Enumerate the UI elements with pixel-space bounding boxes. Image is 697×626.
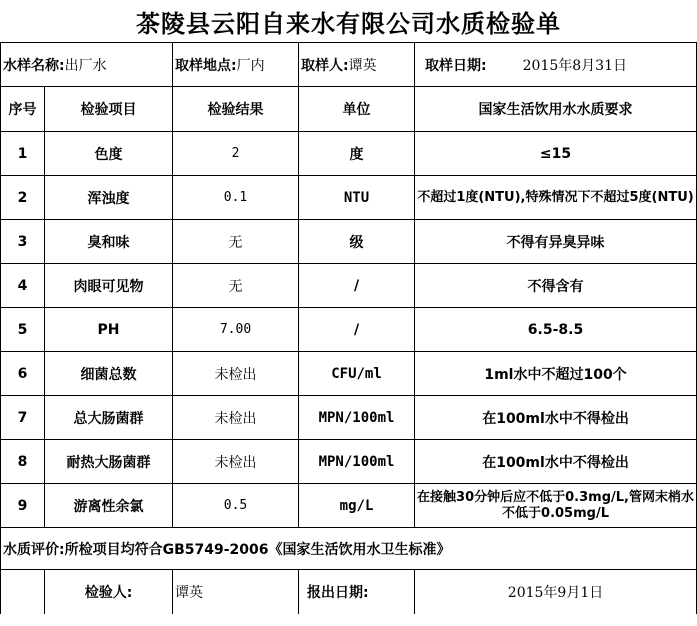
item-name-cell: PH (45, 308, 173, 352)
standard-cell: 不得有异臭异味 (415, 220, 697, 264)
inspector-label: 检验人: (45, 570, 173, 615)
unit-cell: NTU (299, 176, 415, 220)
table-row (1, 396, 697, 440)
row-number-cell: 3 (1, 220, 45, 264)
sample-name-label: 水样名称: (3, 57, 65, 74)
sample-date-cell (415, 43, 697, 87)
row-number-cell: 6 (1, 352, 45, 396)
location-cell (173, 43, 299, 87)
footer-blank-cell (1, 570, 45, 615)
standard-cell: 在接触30分钟后应不低于0.3mg/L,管网末梢水不低于0.05mg/L (415, 484, 697, 528)
item-name-cell: 浑浊度 (45, 176, 173, 220)
header-result: 检验结果 (173, 87, 299, 132)
table-row (1, 440, 697, 484)
result-cell: 未检出 (173, 440, 299, 484)
result-cell: 2 (173, 132, 299, 176)
row-number-cell: 4 (1, 264, 45, 308)
footer-row (1, 570, 697, 615)
unit-cell: 级 (299, 220, 415, 264)
item-name-cell: 游离性余氯 (45, 484, 173, 528)
result-cell: 0.5 (173, 484, 299, 528)
item-name-cell: 臭和味 (45, 220, 173, 264)
sampler-value: 谭英 (348, 57, 377, 74)
sampler-cell (299, 43, 415, 87)
row-number-cell: 2 (1, 176, 45, 220)
result-cell: 无 (173, 264, 299, 308)
row-number-cell: 9 (1, 484, 45, 528)
item-name-cell: 肉眼可见物 (45, 264, 173, 308)
item-name-cell: 总大肠菌群 (45, 396, 173, 440)
document-title: 茶陵县云阳自来水有限公司水质检验单 (136, 8, 561, 38)
result-cell: 7.00 (173, 308, 299, 352)
standard-cell: 不得含有 (415, 264, 697, 308)
inspector-value: 谭英 (173, 570, 299, 615)
standard-cell: ≤15 (415, 132, 697, 176)
unit-cell: MPN/100ml (299, 440, 415, 484)
unit-cell: CFU/ml (299, 352, 415, 396)
result-cell: 未检出 (173, 396, 299, 440)
table-row (1, 220, 697, 264)
standard-cell: 不超过1度(NTU),特殊情况下不超过5度(NTU) (415, 176, 697, 220)
report-date-label: 报出日期: (299, 570, 415, 615)
table-row (1, 264, 697, 308)
header-standard: 国家生活饮用水水质要求 (415, 87, 697, 132)
header-row (1, 87, 697, 132)
evaluation-text: 水质评价:所检项目均符合GB5749-2006《国家生活饮用水卫生标准》 (1, 528, 697, 570)
standard-cell: 1ml水中不超过100个 (415, 352, 697, 396)
sample-date-label: 取样日期: (425, 57, 487, 74)
table-row (1, 484, 697, 528)
result-cell: 0.1 (173, 176, 299, 220)
row-number-cell: 8 (1, 440, 45, 484)
sample-name-value: 出厂水 (64, 57, 107, 74)
unit-cell: mg/L (299, 484, 415, 528)
sample-info-row (1, 43, 697, 87)
table-row (1, 176, 697, 220)
result-cell: 未检出 (173, 352, 299, 396)
location-value: 厂内 (236, 57, 265, 74)
standard-cell: 6.5-8.5 (415, 308, 697, 352)
row-number-cell: 1 (1, 132, 45, 176)
row-number-cell: 5 (1, 308, 45, 352)
unit-cell: MPN/100ml (299, 396, 415, 440)
standard-cell: 在100ml水中不得检出 (415, 440, 697, 484)
header-unit: 单位 (299, 87, 415, 132)
sample-date-value: 2015年8月31日 (522, 57, 627, 74)
sampler-label: 取样人: (301, 57, 349, 74)
table-row (1, 352, 697, 396)
evaluation-row (1, 528, 697, 570)
unit-cell: / (299, 264, 415, 308)
item-name-cell: 色度 (45, 132, 173, 176)
header-no: 序号 (1, 87, 45, 132)
standard-cell: 在100ml水中不得检出 (415, 396, 697, 440)
header-item: 检验项目 (45, 87, 173, 132)
unit-cell: 度 (299, 132, 415, 176)
report-date-value: 2015年9月1日 (415, 570, 697, 615)
sample-name-cell (1, 43, 173, 87)
inspection-table (0, 42, 697, 614)
item-name-cell: 耐热大肠菌群 (45, 440, 173, 484)
table-row (1, 132, 697, 176)
item-name-cell: 细菌总数 (45, 352, 173, 396)
row-number-cell: 7 (1, 396, 45, 440)
unit-cell: / (299, 308, 415, 352)
table-row (1, 308, 697, 352)
location-label: 取样地点: (175, 57, 237, 74)
result-cell: 无 (173, 220, 299, 264)
